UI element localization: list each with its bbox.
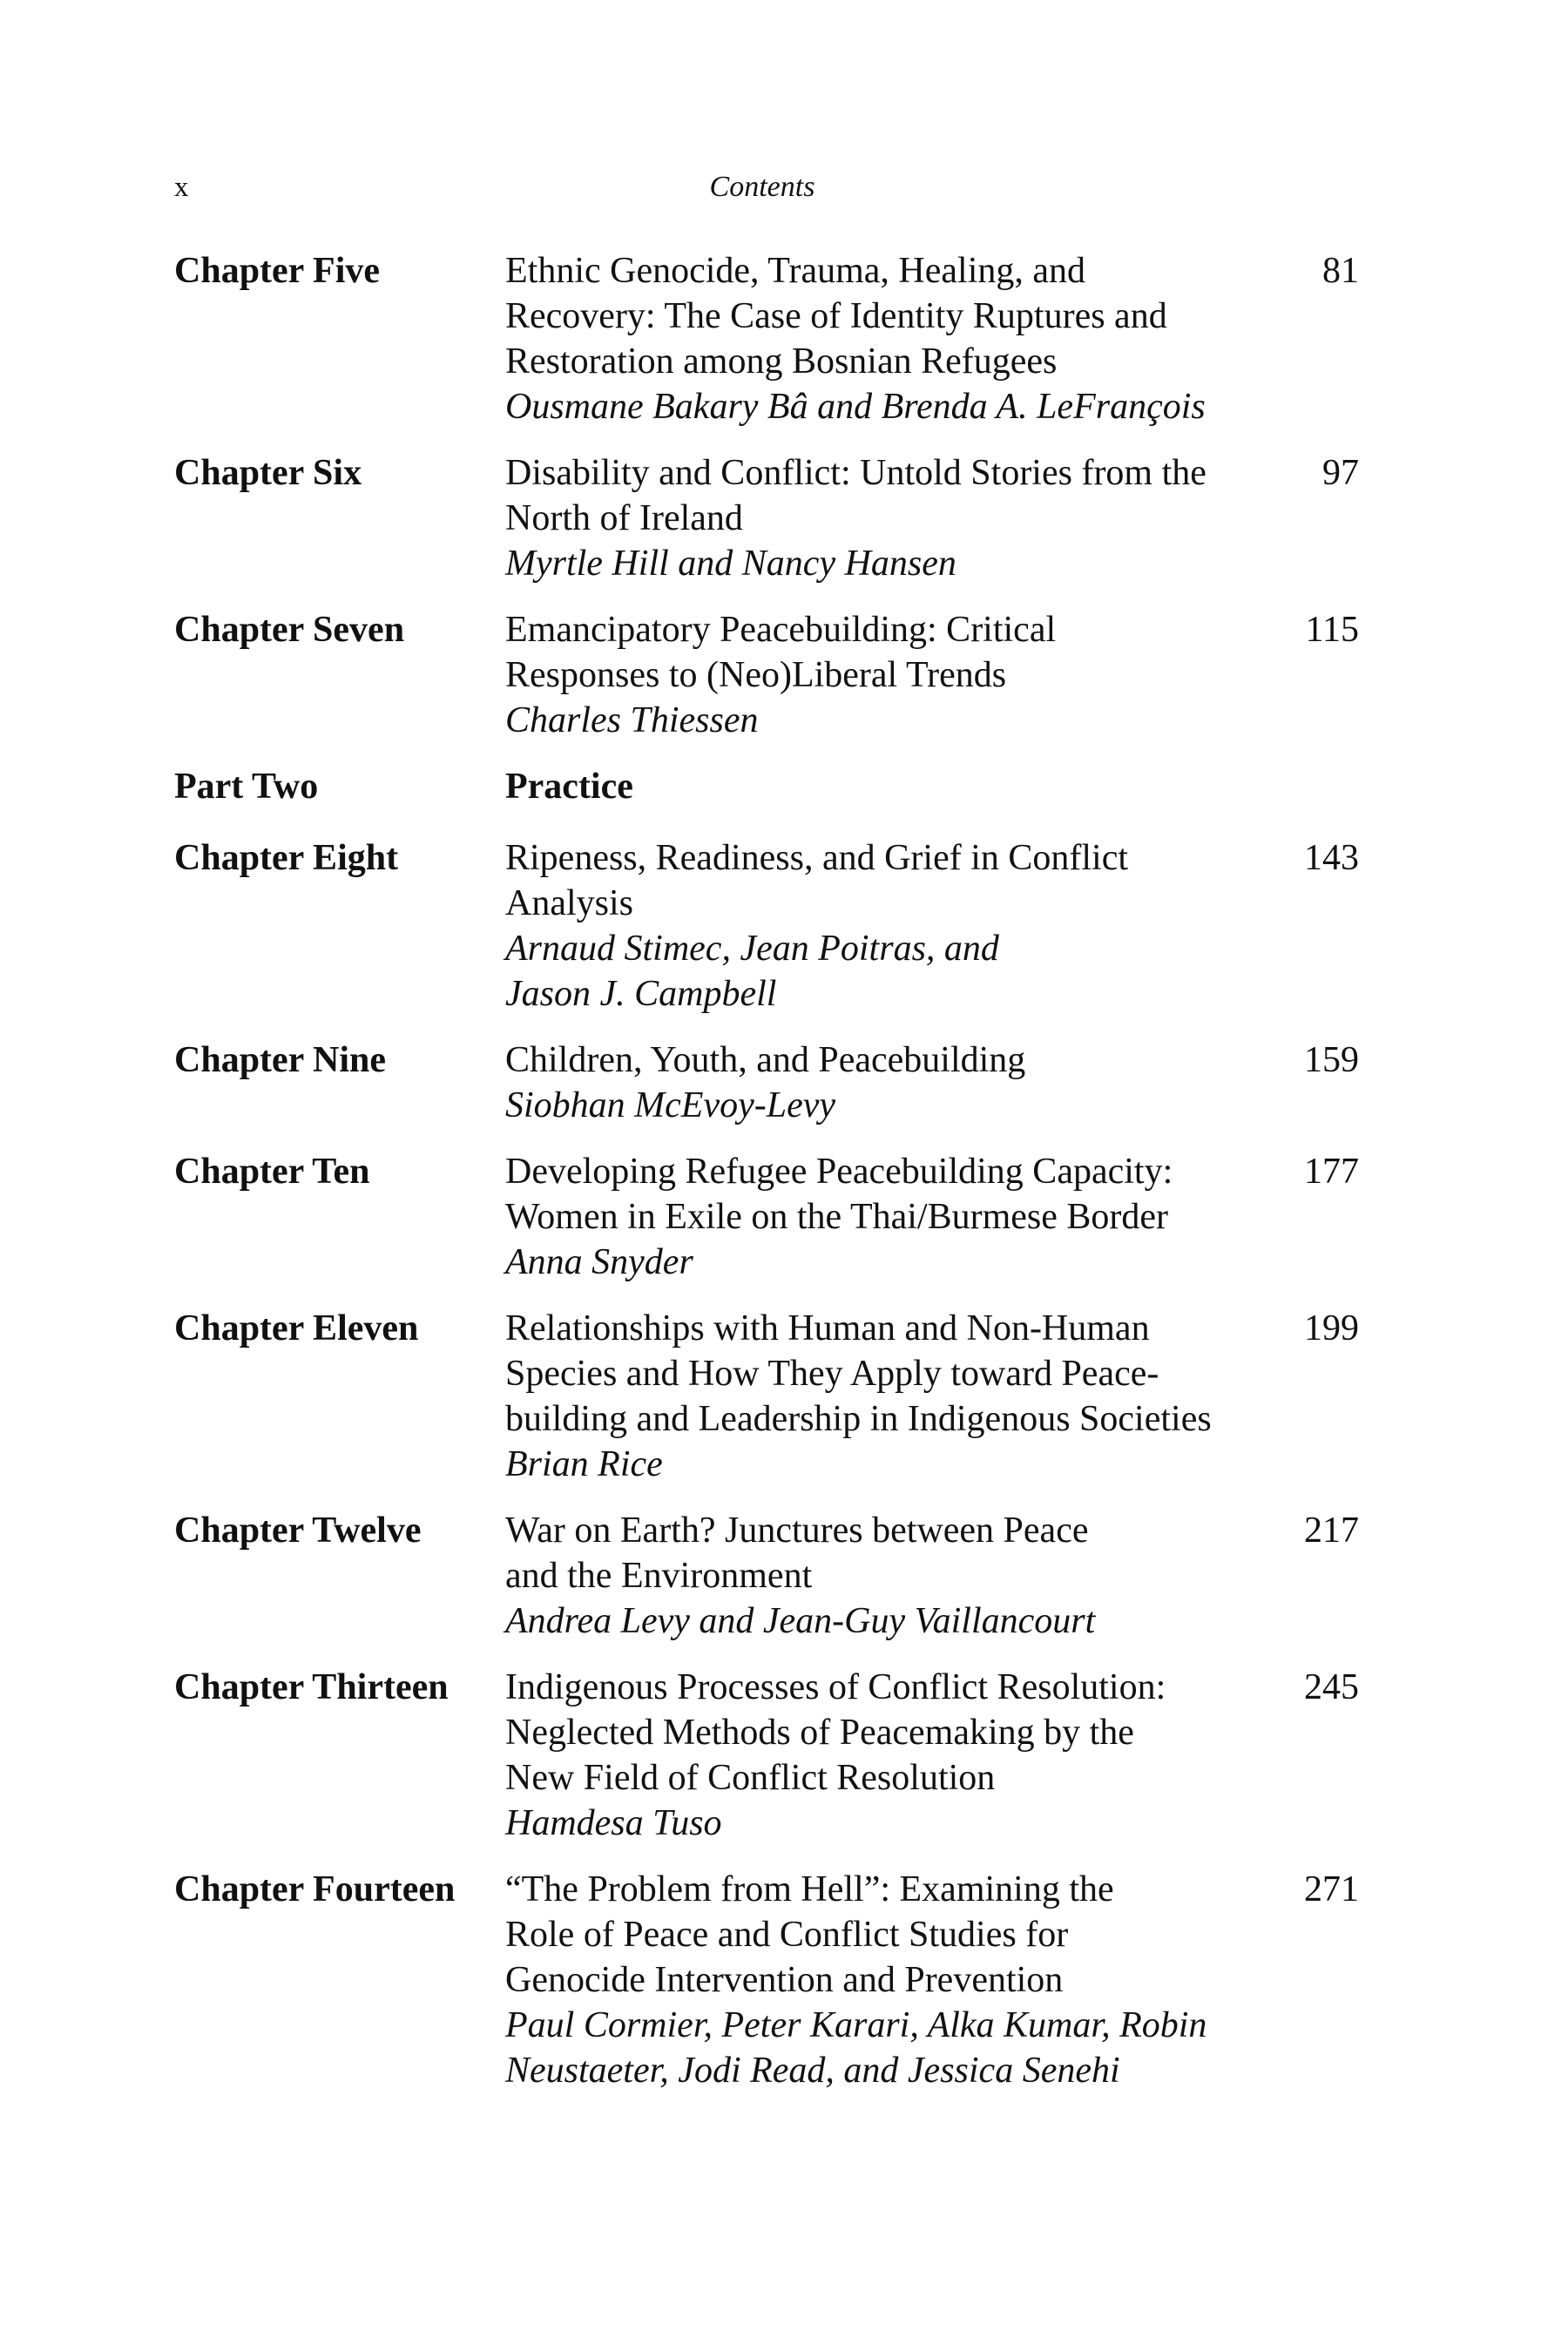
chapter-details	[505, 450, 1237, 586]
page-number: 81	[1322, 251, 1359, 291]
chapter-label: Chapter Five	[174, 251, 381, 291]
chapter-author-line: Arnaud Stimec, Jean Poitras, and	[505, 929, 999, 969]
chapter-title-line: Genocide Intervention and Prevention	[505, 1960, 1064, 2000]
chapter-title-line: Disability and Conflict: Untold Stories from the	[505, 453, 1206, 493]
toc-entry	[174, 1867, 1359, 2093]
page-number: 245	[1304, 1667, 1359, 1707]
page-number: 159	[1304, 1040, 1359, 1080]
page-number: 177	[1304, 1152, 1359, 1192]
page-number: 143	[1304, 838, 1359, 878]
page-number: 115	[1305, 610, 1359, 650]
chapter-title-line: Species and How They Apply toward Peace-	[505, 1354, 1159, 1394]
chapter-details	[505, 248, 1237, 429]
chapter-details	[505, 1149, 1237, 1285]
page-number: 199	[1304, 1308, 1359, 1348]
chapter-title-line: Ripeness, Readiness, and Grief in Conflict	[505, 838, 1129, 878]
table-of-contents	[174, 248, 1359, 2114]
chapter-label: Chapter Six	[174, 453, 362, 493]
chapter-title-line: Relationships with Human and Non-Human	[505, 1308, 1150, 1348]
chapter-author-line: Paul Cormier, Peter Karari, Alka Kumar, Robin	[505, 2005, 1207, 2045]
chapter-details	[505, 1508, 1237, 1644]
chapter-details	[505, 1867, 1237, 2093]
chapter-author-line: Brian Rice	[505, 1444, 663, 1484]
chapter-title-line: Children, Youth, and Peacebuilding	[505, 1040, 1026, 1080]
toc-entry	[174, 1149, 1359, 1285]
chapter-title-line: War on Earth? Junctures between Peace	[505, 1511, 1089, 1551]
chapter-title-line: Ethnic Genocide, Trauma, Healing, and	[505, 251, 1086, 291]
chapter-label: Chapter Eleven	[174, 1308, 419, 1348]
toc-entry	[174, 607, 1359, 743]
chapter-author-line: Jason J. Campbell	[505, 974, 777, 1014]
running-head	[174, 166, 1350, 209]
chapter-label: Chapter Nine	[174, 1040, 387, 1080]
toc-entry	[174, 835, 1359, 1017]
chapter-label: Chapter Eight	[174, 838, 399, 878]
chapter-label: Chapter Thirteen	[174, 1667, 449, 1707]
chapter-details	[505, 1037, 1237, 1128]
chapter-label: Chapter Fourteen	[174, 1869, 456, 1909]
toc-entry	[174, 248, 1359, 429]
chapter-author-line: Siobhan McEvoy-Levy	[505, 1085, 836, 1125]
chapter-title-line: North of Ireland	[505, 498, 743, 538]
toc-entry	[174, 1037, 1359, 1128]
page-folio: x	[174, 172, 189, 203]
page-number: 97	[1322, 453, 1359, 493]
chapter-author-line: Neustaeter, Jodi Read, and Jessica Senehi	[505, 2051, 1120, 2091]
toc-entry	[174, 1665, 1359, 1846]
chapter-details	[505, 1306, 1237, 1487]
chapter-label: Chapter Twelve	[174, 1511, 422, 1551]
page-number: 271	[1304, 1869, 1359, 1909]
chapter-title-line: Recovery: The Case of Identity Ruptures and	[505, 296, 1167, 336]
chapter-author-line: Charles Thiessen	[505, 700, 759, 740]
chapter-title-line: Indigenous Processes of Conflict Resolution:	[505, 1667, 1166, 1707]
toc-entry	[174, 450, 1359, 586]
page-number: 217	[1304, 1511, 1359, 1551]
chapter-title-line: and the Environment	[505, 1556, 813, 1596]
chapter-author-line: Andrea Levy and Jean-Guy Vaillancourt	[505, 1601, 1096, 1641]
chapter-author-line: Hamdesa Tuso	[505, 1803, 722, 1843]
chapter-label: Chapter Ten	[174, 1152, 370, 1192]
part-title: Practice	[505, 767, 633, 807]
chapter-label: Chapter Seven	[174, 610, 405, 650]
toc-entry	[174, 1306, 1359, 1487]
chapter-details	[505, 835, 1237, 1017]
chapter-title-line: building and Leadership in Indigenous Societies	[505, 1399, 1212, 1439]
part-label: Part Two	[174, 767, 319, 807]
chapter-title-line: Women in Exile on the Thai/Burmese Border	[505, 1197, 1169, 1237]
toc-part-heading	[174, 764, 1359, 809]
chapter-title-line: Role of Peace and Conflict Studies for	[505, 1915, 1069, 1955]
chapter-title-line: Responses to (Neo)Liberal Trends	[505, 655, 1007, 695]
chapter-author-line: Anna Snyder	[505, 1242, 693, 1282]
chapter-details	[505, 607, 1237, 743]
chapter-title-line: New Field of Conflict Resolution	[505, 1758, 996, 1798]
chapter-author-line: Myrtle Hill and Nancy Hansen	[505, 544, 956, 584]
chapter-details	[505, 1665, 1237, 1846]
chapter-title-line: Restoration among Bosnian Refugees	[505, 341, 1058, 382]
chapter-title-line: Emancipatory Peacebuilding: Critical	[505, 610, 1057, 650]
chapter-title-line: Analysis	[505, 883, 633, 923]
chapter-title-line: Neglected Methods of Peacemaking by the	[505, 1713, 1134, 1753]
running-title: Contents	[709, 171, 815, 203]
chapter-author-line: Ousmane Bakary Bâ and Brenda A. LeFrançois	[505, 387, 1206, 427]
toc-entry	[174, 1508, 1359, 1644]
chapter-title-line: “The Problem from Hell”: Examining the	[505, 1869, 1114, 1909]
chapter-title-line: Developing Refugee Peacebuilding Capacity:	[505, 1152, 1173, 1192]
